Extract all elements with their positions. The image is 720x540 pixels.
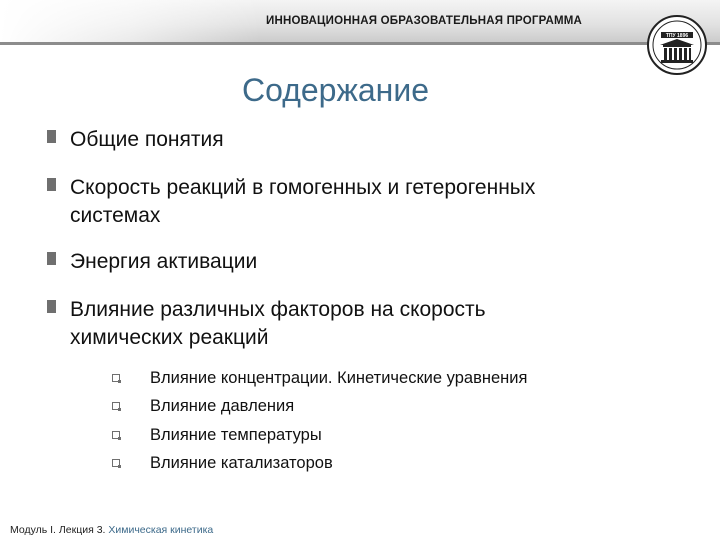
bullet-text: химических реакций	[70, 326, 269, 349]
checkbox-bullet-icon	[112, 431, 120, 439]
subbullet-text: Влияние давления	[150, 397, 295, 415]
program-title: ИННОВАЦИОННАЯ ОБРАЗОВАТЕЛЬНАЯ ПРОГРАММА	[266, 15, 583, 27]
header-divider	[0, 42, 720, 45]
footer-module: Модуль I. Лекция 3.	[10, 524, 106, 536]
subbullet-text: Влияние концентрации. Кинетические уравнения	[150, 369, 528, 387]
square-bullet-icon	[47, 178, 56, 191]
bullet-text: Влияние различных факторов на скорость	[70, 298, 486, 321]
square-bullet-icon	[47, 300, 56, 313]
square-bullet-icon	[47, 252, 56, 265]
checkbox-bullet-icon	[112, 402, 120, 410]
square-bullet-icon	[47, 130, 56, 143]
bullet-text: Общие понятия	[70, 128, 224, 151]
footer-topic: Химическая кинетика	[108, 524, 214, 536]
slide-title: Содержание	[242, 72, 430, 108]
subbullet-text: Влияние температуры	[150, 426, 322, 444]
logo-text: ТПУ 1896	[665, 33, 689, 39]
checkbox-bullet-icon	[112, 374, 120, 382]
checkbox-bullet-icon	[112, 459, 120, 467]
header-band-fade	[0, 0, 260, 44]
bullet-text: Энергия активации	[70, 250, 258, 273]
footer	[10, 524, 213, 536]
university-logo	[646, 14, 708, 76]
subbullet-text: Влияние катализаторов	[150, 454, 333, 472]
bullet-text: Скорость реакций в гомогенных и гетерогенных	[70, 176, 536, 199]
bullet-text: системах	[70, 204, 161, 227]
